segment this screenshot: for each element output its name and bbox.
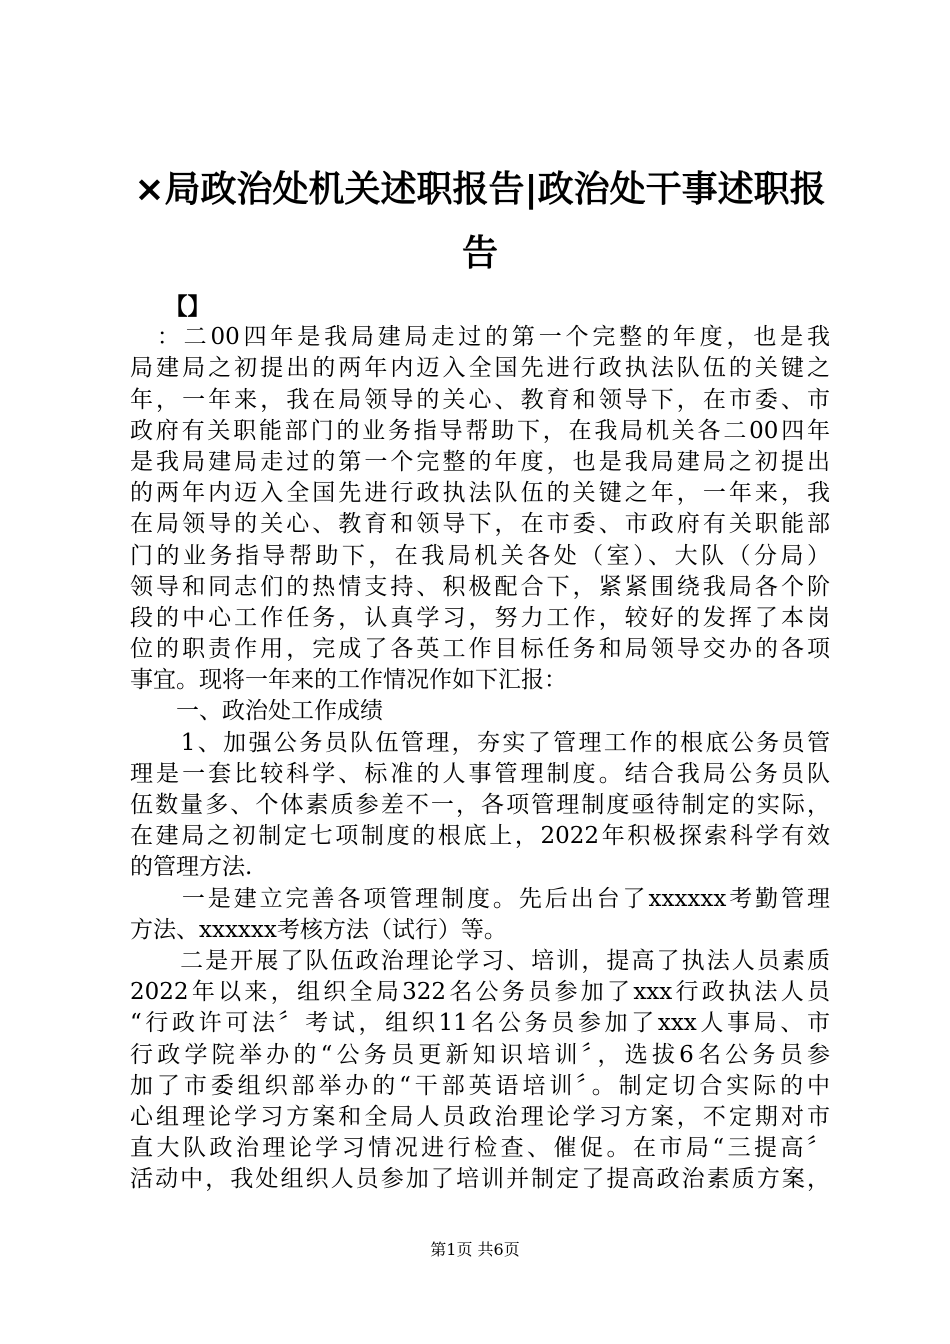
text-line: 心组理论学习方案和全局人员政治理论学习方案，不定期对市 xyxy=(130,1103,830,1130)
text-line: 一、政治处工作成绩 xyxy=(130,698,383,725)
text-line: 方法、xxxxxx考核方法（试行）等。 xyxy=(130,916,507,943)
text-line: ：二00四年是我局建局走过的第一个完整的年度，也是我 xyxy=(130,324,830,351)
text-line: 在局领导的关心、教育和领导下，在市委、市政府有关职能部 xyxy=(130,511,830,538)
text-line: 门的业务指导帮助下，在我局机关各处（室）、大队（分局） xyxy=(130,542,830,569)
text-line: 的管理方法. xyxy=(130,854,253,881)
page-footer xyxy=(0,1240,950,1260)
page-number-label: 第1页 共6页 xyxy=(430,1240,520,1259)
text-line: 年，一年来，我在局领导的关心、教育和领导下，在市委、市 xyxy=(130,386,830,413)
text-line: 领导和同志们的热情支持、积极配合下，紧紧围绕我局各个阶 xyxy=(130,573,830,600)
text-line: 段的中心工作任务，认真学习，努力工作，较好的发挥了本岗 xyxy=(130,604,830,631)
text-line: 伍数量多、个体素质参差不一，各项管理制度亟待制定的实际， xyxy=(130,792,830,818)
text-line: 1、加强公务员队伍管理，夯实了管理工作的根底公务员管 xyxy=(130,729,830,756)
document-body xyxy=(130,291,830,1195)
document-title xyxy=(100,158,860,286)
text-line: 局建局之初提出的两年内迈入全国先进行政执法队伍的关键之 xyxy=(130,355,830,382)
text-line: 事宜。现将一年来的工作情况作如下汇报： xyxy=(130,667,567,694)
title-line-1: ×局政治处机关述职报告|政治处干事述职报 xyxy=(134,169,826,210)
text-line: 是我局建局走过的第一个完整的年度，也是我局建局之初提出 xyxy=(130,448,830,475)
text-line: 位的职责作用，完成了各英工作目标任务和局领导交办的各项 xyxy=(130,636,830,663)
text-line: 行政学院举办的“公务员更新知识培训〞，选拔6名公务员参 xyxy=(130,1041,830,1068)
text-line: 2022年以来，组织全局322名公务员参加了xxx行政执法人员 xyxy=(130,979,830,1006)
text-line: 加了市委组织部举办的“干部英语培训〞。制定切合实际的中 xyxy=(130,1072,830,1099)
text-line: 理是一套比较科学、标准的人事管理制度。结合我局公务员队 xyxy=(130,760,830,787)
text-line: 在建局之初制定七项制度的根底上，2022年积极探索科学有效 xyxy=(130,823,830,850)
bracket-mark: 【】 xyxy=(176,293,211,320)
title-line-2: 告 xyxy=(461,233,498,274)
text-line: 二是开展了队伍政治理论学习、培训，提高了执法人员素质 xyxy=(130,947,830,974)
text-line: “行政许可法〞考试，组织11名公务员参加了xxx人事局、市 xyxy=(130,1010,830,1037)
text-line: 一是建立完善各项管理制度。先后出台了xxxxxx考勤管理 xyxy=(130,885,830,912)
text-line: 政府有关职能部门的业务指导帮助下，在我局机关各二00四年 xyxy=(130,417,830,444)
text-line: 活动中，我处组织人员参加了培训并制定了提高政治素质方案， xyxy=(130,1166,830,1193)
text-line: 的两年内迈入全国先进行政执法队伍的关键之年，一年来，我 xyxy=(130,480,830,507)
paragraph-lines xyxy=(130,322,830,1195)
text-line: 直大队政治理论学习情况进行检查、催促。在市局“三提高〞 xyxy=(130,1135,830,1162)
bracket-heading xyxy=(130,291,830,322)
